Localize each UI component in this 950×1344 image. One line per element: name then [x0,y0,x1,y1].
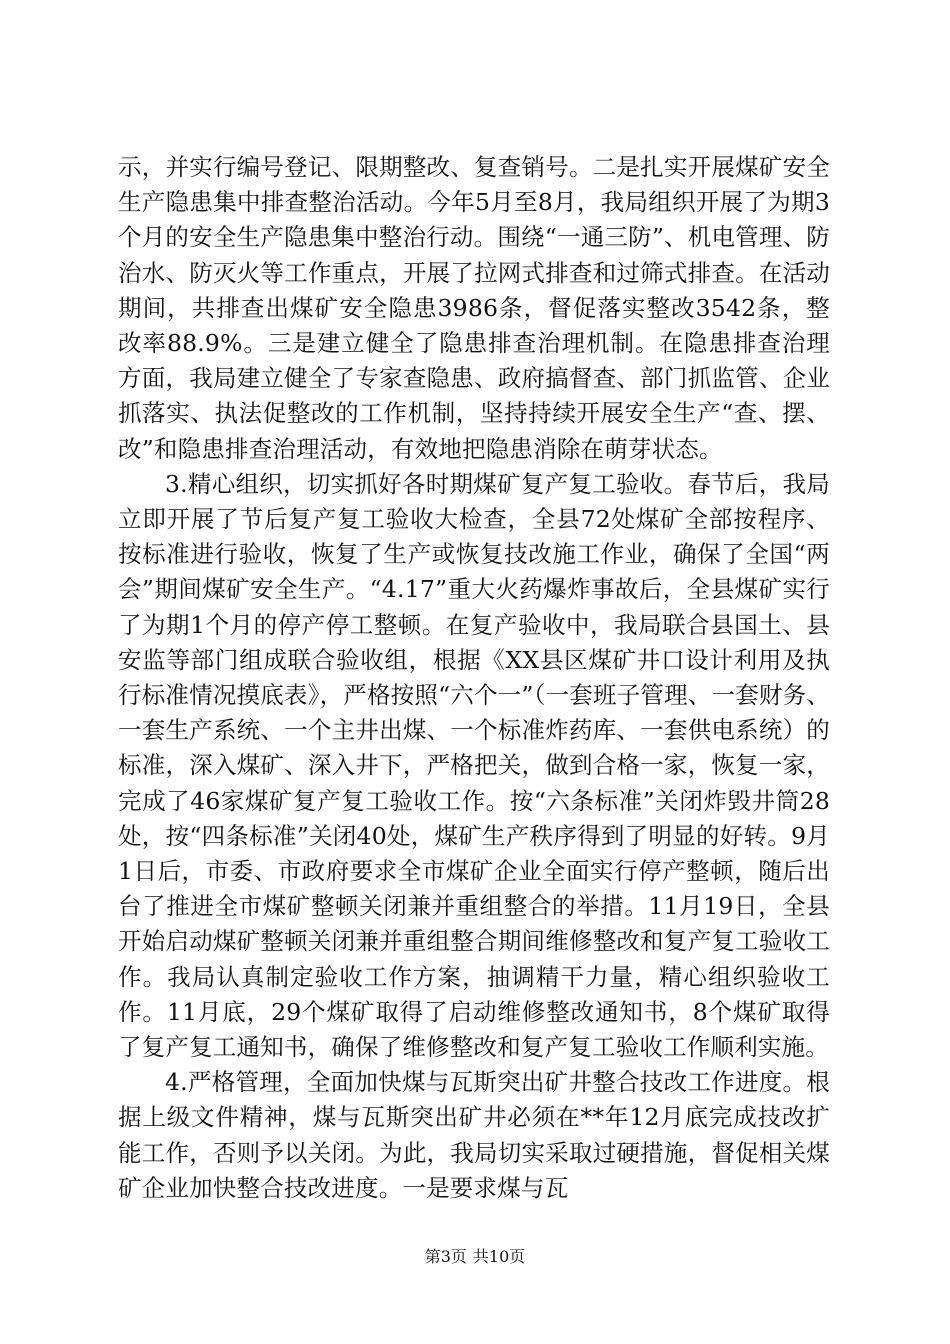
paragraph-section-4: 4.严格管理，全面加快煤与瓦斯突出矿井整合技改工作进度。根据上级文件精神，煤与瓦斯突出矿井必须在**年12月底完成技改扩能工作，否则予以关闭。为此，我局切实采取过硬措施，督促相关煤矿企业加快整合技改进度。一是要求煤与瓦 [118,1068,830,1202]
paragraph-section-3: 3.精心组织，切实抓好各时期煤矿复产复工验收。春节后，我局立即开展了节后复产复工验收大检查，全县72处煤矿全部按程序、按标准进行验收，恢复了生产或恢复技改施工作业，确保了全国“两会”期间煤矿安全生产。“4.17”重大火药爆炸事故后，全县煤矿实行了为期1个月的停产停工整顿。在复产验收中，我局联合县国土、县安监等部门组成联合验收组，根据《XX县区煤矿井口设计利用及执行标准情况摸底表》，严格按照“六个一”（一套班子管理、一套财务、一套生产系统、一个主井出煤、一个标准炸药库、一套供电系统）的标准，深入煤矿、深入井下，严格把关，做到合格一家，恢复一家，完成了46家煤矿复产复工验收工作。按“六条标准”关闭炸毁井筒28处，按“四条标准”关闭40处，煤矿生产秩序得到了明显的好转。9月1日后，市委、市政府要求全市煤矿企业全面实行停产整顿，随后出台了推进全市煤矿整顿关闭兼并重组整合的举措。11月19日，全县开始启动煤矿整顿关闭兼并重组整合期间维修整改和复产复工验收工作。我局认真制定验收工作方案，抽调精干力量，精心组织验收工作。11月底，29个煤矿取得了启动维修整改通知书，8个煤矿取得了复产复工通知书，确保了维修整改和复产复工验收工作顺利实施。 [118,469,830,1062]
page-footer [0,1247,950,1267]
paragraph-continuation: 示，并实行编号登记、限期整改、复查销号。二是扎实开展煤矿安全生产隐患集中排查整治活动。今年5月至8月，我局组织开展了为期3个月的安全生产隐患集中整治行动。围绕“一通三防”、机电管理、防治水、防灭火等工作重点，开展了拉网式排查和过筛式排查。在活动期间，共排查出煤矿安全隐患3986条，督促落实整改3542条，整改率88.9%。三是建立健全了隐患排查治理机制。在隐患排查治理方面，我局建立健全了专家查隐患、政府搞督查、部门抓监管、企业抓落实、执法促整改的工作机制，坚持持续开展安全生产“查、摆、改”和隐患排查治理活动，有效地把隐患消除在萌芽状态。 [118,153,830,463]
page-number: 第3页 [424,1247,467,1266]
document-body [118,150,830,1206]
page-total: 共10页 [472,1247,526,1266]
